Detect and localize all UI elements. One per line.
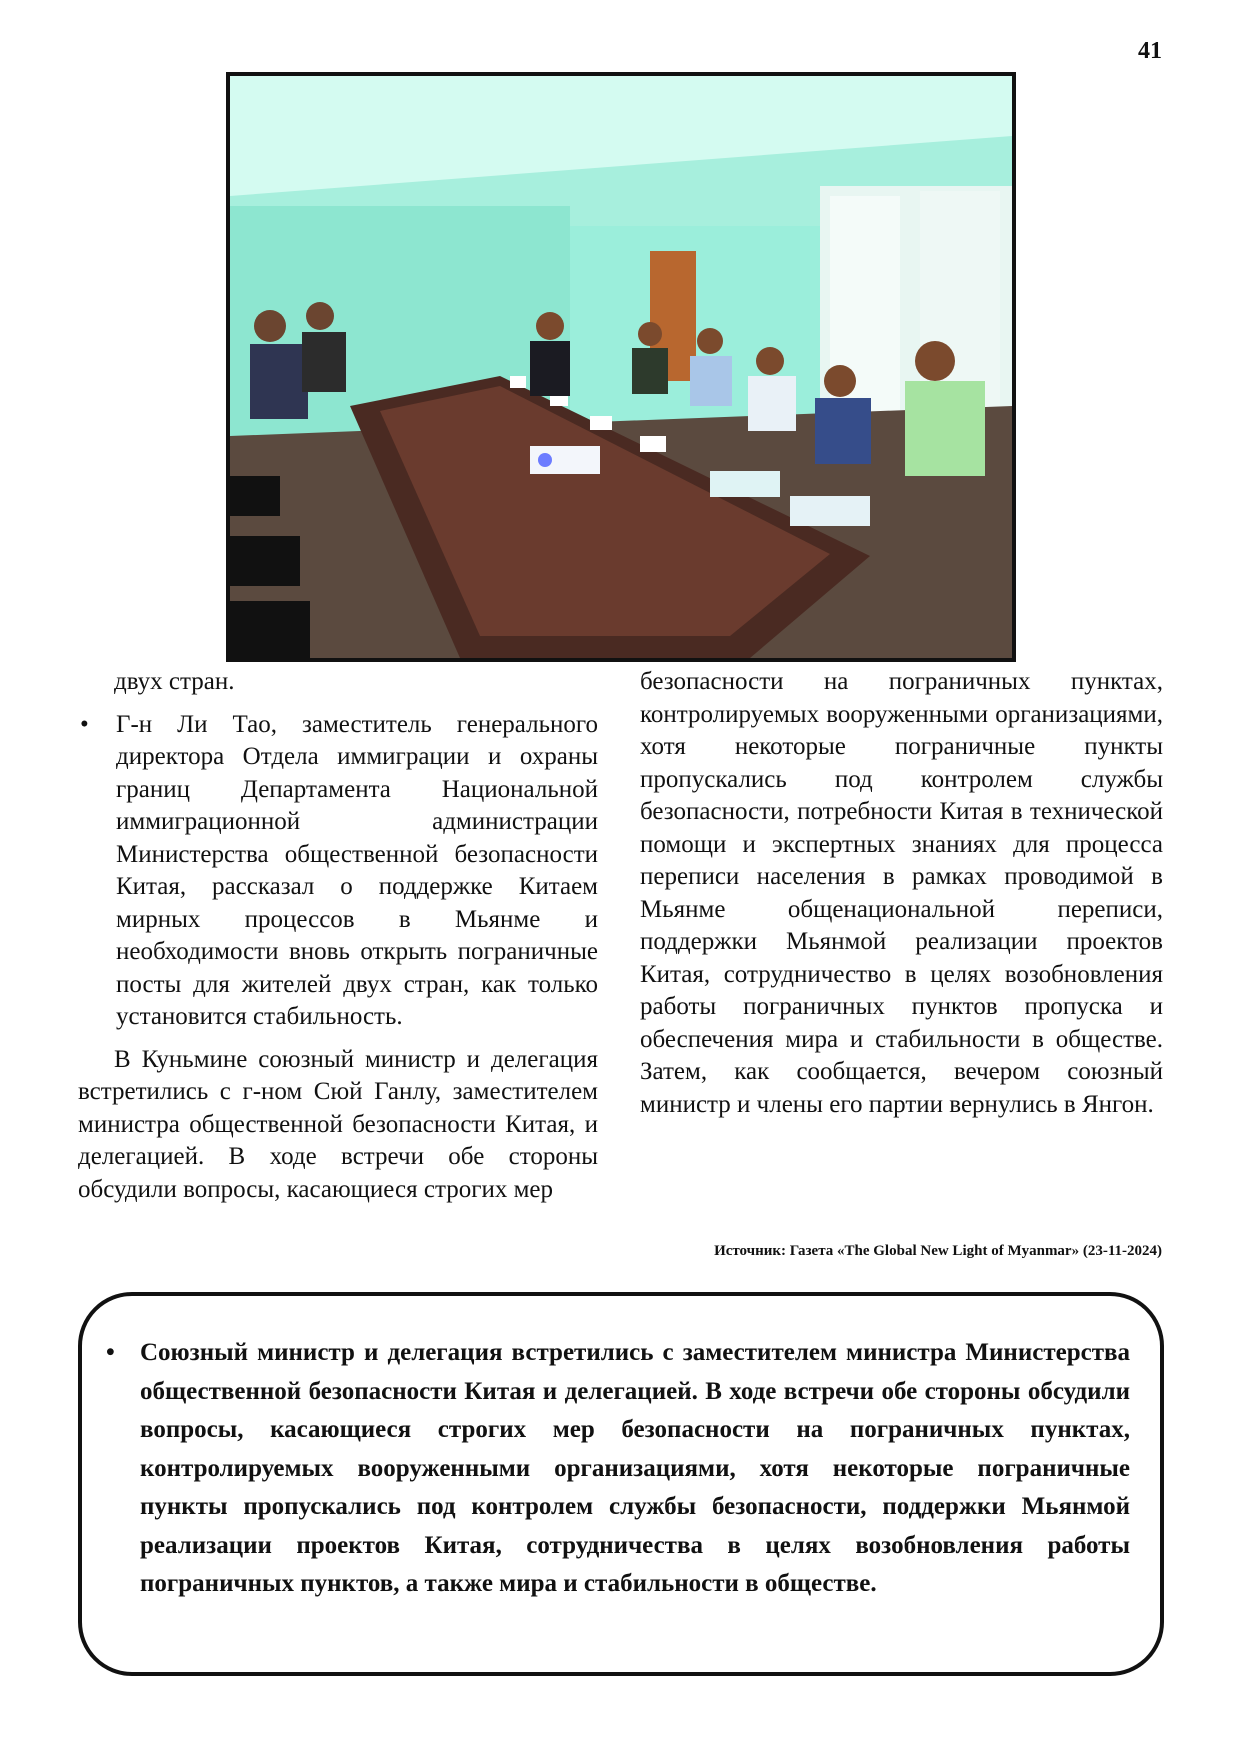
- summary-box: [78, 1292, 1164, 1676]
- page-number: 41: [1138, 38, 1162, 64]
- summary-text: Союзный министр и делегация встретились с заместителем министра Министерства общественной безопасности Китая и делегацией. В ходе встречи обе стороны обсудили вопросы, касающиеся строгих мер безопасности на пограничных пунктах, контролируемых вооруженными организациями, хотя некоторые пограничные пункты пропускались под контролем службы безопасности, поддержки Мьянмой реализации проектов Китая, сотрудничества в целях возобновления работы пограничных пунктов, а также мира и стабильности в обществе.: [140, 1339, 1130, 1597]
- bullet-paragraph: • Г-н Ли Тао, заместитель генерального директора Отдела иммиграции и охраны границ Департамента Национальной иммиграционной администрации Министерства общественной безопасности Китая, рассказал о поддержке Китаем мирных процессов в Мьянме и необходимости вновь открыть пограничные посты для жителей двух стран, как только установится стабильность.: [78, 709, 598, 1034]
- left-column: [78, 666, 598, 1216]
- paragraph-continued: безопасности на пограничных пунктах, контролируемых вооруженными организациями, хотя некоторые пограничные пункты пропускались под контролем службы безопасности, потребности Китая в технической помощи и экспертных знаниях для процесса переписи населения в рамках проводимой в Мьянме общенациональной переписи, поддержки Мьянмой реализации проектов Китая, сотрудничество в целях возобновления работы пограничных пунктов пропуска и обеспечения мира и стабильности в обществе. Затем, как сообщается, вечером союзный министр и члены его партии вернулись в Янгон.: [640, 668, 1163, 1118]
- summary-bullet: •: [106, 1339, 115, 1366]
- meeting-room-illustration: [230, 76, 1012, 658]
- summary-text-wrap: [106, 1334, 1130, 1604]
- source-citation: Источник: Газета «The Global New Light of Myanmar» (23-11-2024): [714, 1243, 1162, 1259]
- paragraph-kunming: В Куньмине союзный министр и делегация встретились с г-ном Сюй Ганлу, заместителем министра общественной безопасности Китая, и делегацией. В ходе встречи обе стороны обсудили вопросы, касающиеся строгих мер: [78, 1045, 598, 1203]
- meeting-photo-icon: [226, 72, 1016, 662]
- right-column: [640, 666, 1163, 1131]
- article-columns: [78, 666, 1163, 1286]
- continued-text: двух стран.: [114, 668, 235, 695]
